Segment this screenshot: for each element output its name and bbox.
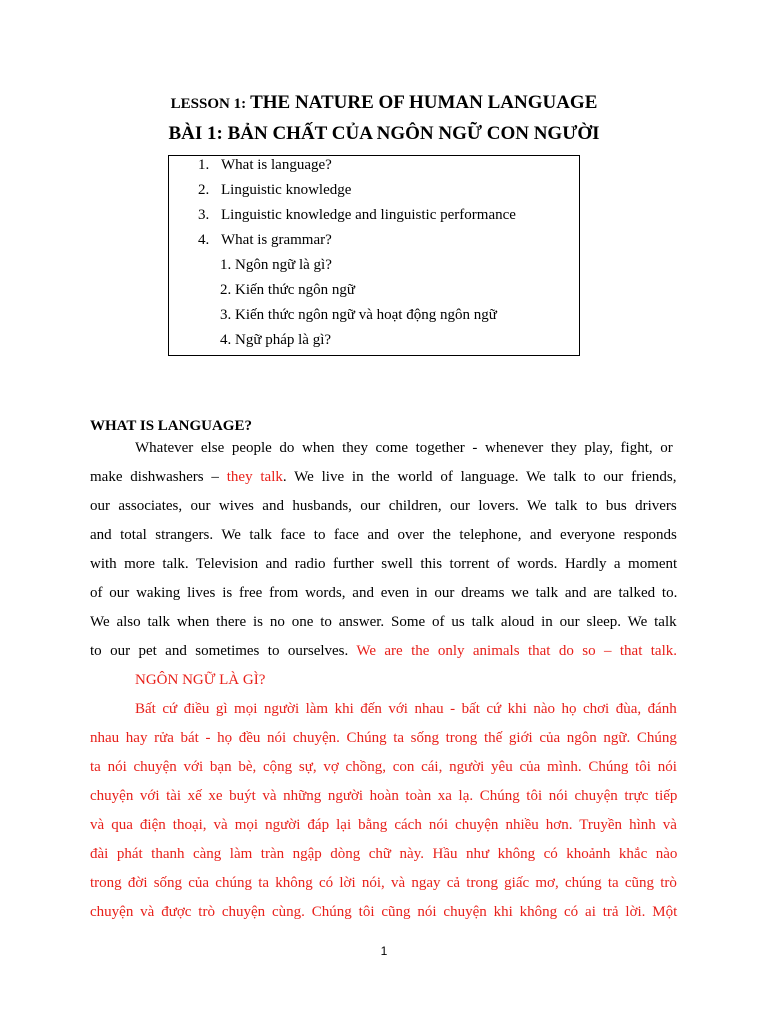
body-line: our associates, our wives and husbands, our children, our lovers. We talk to bus drivers — [90, 498, 677, 514]
lesson-label: LESSON 1: — [170, 96, 247, 112]
body-line: make dishwashers – they talk. We live in the world of language. We talk to our friends, — [90, 469, 677, 485]
toc-item: 3. Linguistic knowledge and linguistic performance — [198, 207, 516, 223]
body-line: and total strangers. We talk face to face and over the telephone, and everyone responds — [90, 527, 677, 543]
toc-vi-item: 1. Ngôn ngữ là gì? — [220, 257, 332, 273]
highlight-text: they talk — [226, 469, 283, 485]
vi-lesson-title: BÀI 1: BẢN CHẤT CỦA NGÔN NGỮ CON NGƯỜI — [168, 123, 600, 144]
vi-body-line: Bất cứ điều gì mọi người làm khi đến với nhau - bất cứ khi nào họ chơi đùa, đánh — [135, 701, 677, 717]
lesson-title — [0, 92, 768, 114]
lesson-title-text: THE NATURE OF HUMAN LANGUAGE — [250, 92, 598, 113]
toc-item: 2. Linguistic knowledge — [198, 182, 352, 198]
highlight-text: We are the only animals that do so – that talk. — [356, 643, 677, 659]
vi-body-line: và qua điện thoại, và mọi người đáp lại bằng cách nói chuyện nhiều hơn. Truyền hình và — [90, 817, 677, 833]
section-heading: WHAT IS LANGUAGE? — [90, 418, 252, 434]
vi-body-line: ta nói chuyện với bạn bè, cộng sự, vợ chồng, con cái, người yêu của mình. Chúng tôi nói — [90, 759, 677, 775]
toc-vi-item: 3. Kiến thức ngôn ngữ và hoạt động ngôn ngữ — [220, 307, 497, 323]
vi-body-line: chuyện và được trò chuyện cùng. Chúng tôi cũng nói chuyện khi không có ai trả lời. Một — [90, 904, 678, 920]
vi-body-line: trong đời sống của chúng ta không có lời nói, và ngay cả trong giấc mơ, chúng ta cũng trò — [90, 875, 677, 891]
body-line: Whatever else people do when they come together - whenever they play, fight, or — [135, 440, 673, 456]
toc-vi-item: 2. Kiến thức ngôn ngữ — [220, 282, 355, 298]
toc-item: 4. What is grammar? — [198, 232, 332, 248]
body-line: We also talk when there is no one to answer. Some of us talk aloud in our sleep. We talk — [90, 614, 677, 630]
vi-body-line: nhau hay rửa bát - họ đều nói chuyện. Chúng ta sống trong thế giới của ngôn ngữ. Chúng — [90, 730, 677, 746]
vi-body-line: chuyện với tài xế xe buýt và những người hoàn toàn xa lạ. Chúng tôi nói chuyện trực tiếp — [90, 788, 678, 804]
page-number: 1 — [380, 944, 388, 958]
vi-body-line: đài phát thanh càng làm tràn ngập dòng chữ này. Hầu như không có khoảnh khắc nào — [90, 846, 678, 862]
body-line: to our pet and sometimes to ourselves. We are the only animals that do so – that talk. — [90, 643, 677, 659]
table-of-contents-box — [168, 155, 580, 356]
toc-vi-item: 4. Ngữ pháp là gì? — [220, 332, 332, 348]
toc-item: 1. What is language? — [198, 157, 332, 173]
body-line: with more talk. Television and radio further swell this torrent of words. Hardly a moment — [90, 556, 678, 572]
vi-heading: NGÔN NGỮ LÀ GÌ? — [135, 672, 266, 688]
body-line: of our waking lives is free from words, and even in our dreams we talk and are talked to. — [90, 585, 678, 601]
